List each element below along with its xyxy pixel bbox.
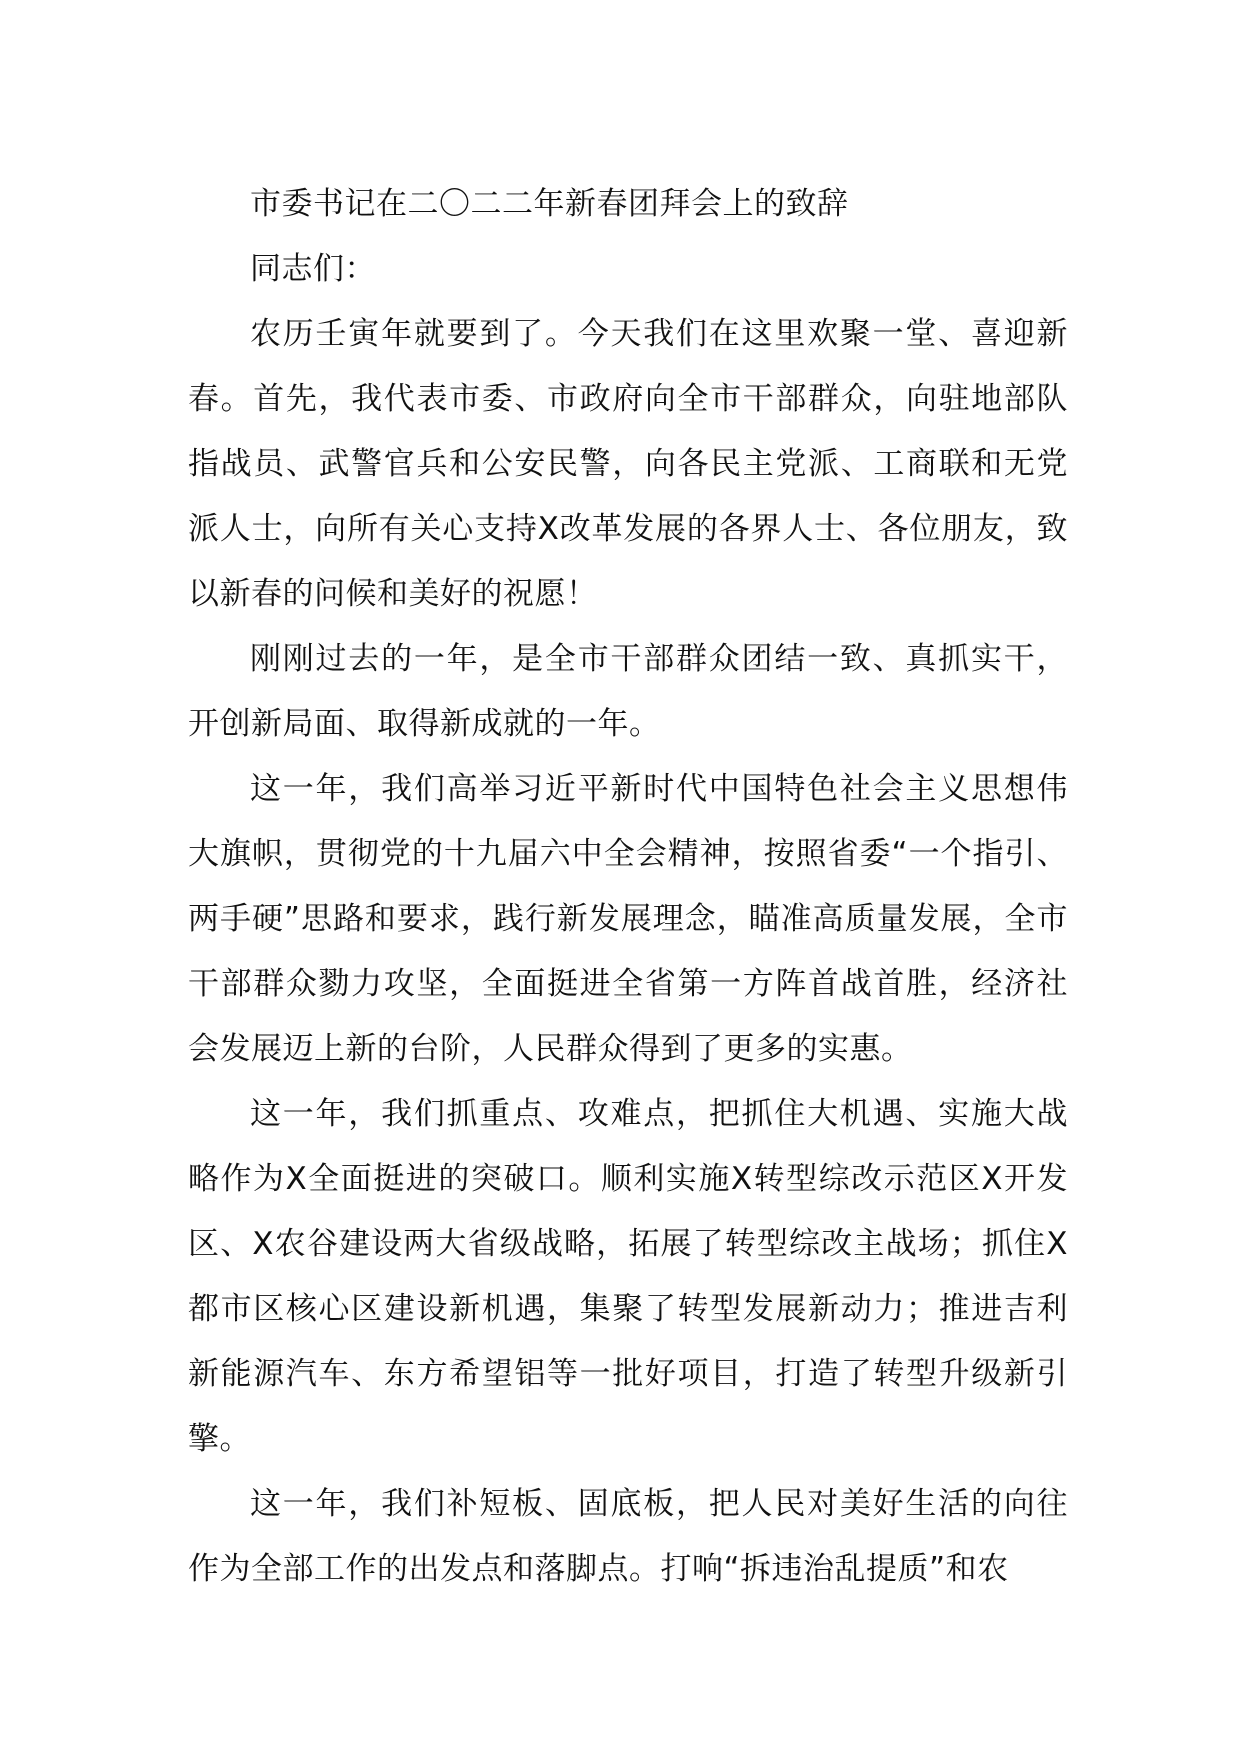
paragraph-thought: 这一年，我们高举习近平新时代中国特色社会主义思想伟大旗帜，贯彻党的十九届六中全会精神，按照省委“一个指引、两手硬”思路和要求，践行新发展理念，瞄准高质量发展，全市干部群众勠力攻坚，全面挺进全省第一方阵首战首胜，经济社会发展迈上新的台阶，人民群众得到了更多的实惠。 [188, 771, 1068, 1067]
document-body [188, 172, 1068, 1602]
paragraph-livelihood: 这一年，我们补短板、固底板，把人民对美好生活的向往作为全部工作的出发点和落脚点。打响“拆违治乱提质”和农 [188, 1486, 1068, 1587]
salutation: 同志们： [250, 251, 376, 287]
paragraph-strategy: 这一年，我们抓重点、攻难点，把抓住大机遇、实施大战略作为X全面挺进的突破口。顺利实施X转型综改示范区X开发区、X农谷建设两大省级战略，拓展了转型综改主战场；抓住X都市区核心区建设新机遇，集聚了转型发展新动力；推进吉利新能源汽车、东方希望铝等一批好项目，打造了转型升级新引擎。 [188, 1096, 1068, 1457]
document-title: 市委书记在二〇二二年新春团拜会上的致辞 [250, 186, 849, 222]
paragraph-review: 刚刚过去的一年，是全市干部群众团结一致、真抓实干，开创新局面、取得新成就的一年。 [188, 641, 1068, 742]
paragraph-greeting: 农历壬寅年就要到了。今天我们在这里欢聚一堂、喜迎新春。首先，我代表市委、市政府向全市干部群众，向驻地部队指战员、武警官兵和公安民警，向各民主党派、工商联和无党派人士，向所有关心支持X改革发展的各界人士、各位朋友，致以新春的问候和美好的祝愿！ [188, 316, 1068, 612]
